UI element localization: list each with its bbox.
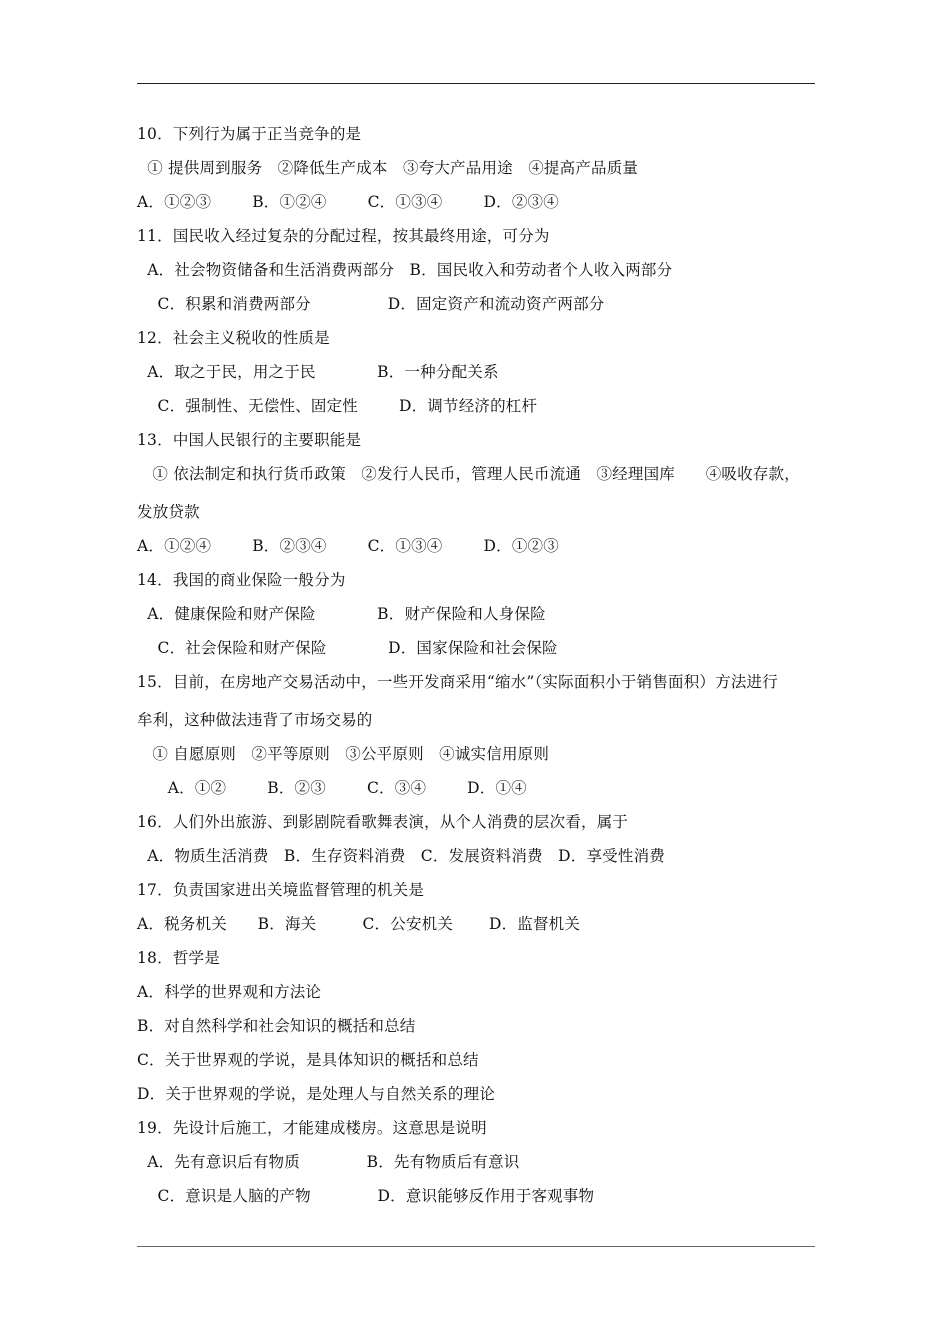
question-19-options-cd: C．意识是人脑的产物 D．意识能够反作用于客观事物 — [137, 1187, 595, 1205]
question-17: 17．负责国家进出关境监督管理的机关是 — [137, 881, 425, 899]
question-11-options-ab: A．社会物资储备和生活消费两部分 B．国民收入和劳动者个人收入两部分 — [137, 261, 673, 279]
question-14-options-cd: C．社会保险和财产保险 D．国家保险和社会保险 — [137, 639, 558, 657]
question-15-cont: 牟利，这种做法违背了市场交易的 — [137, 711, 373, 729]
question-15-options: A．①② B．②③ C．③④ D．①④ — [137, 779, 527, 797]
question-18-option-a: A．科学的世界观和方法论 — [137, 983, 322, 1001]
question-15-statements: ① 自愿原则 ②平等原则 ③公平原则 ④诚实信用原则 — [137, 745, 550, 763]
question-11: 11．国民收入经过复杂的分配过程，按其最终用途，可分为 — [137, 227, 550, 245]
question-18-option-c: C．关于世界观的学说，是具体知识的概括和总结 — [137, 1051, 479, 1069]
question-12-options-ab: A．取之于民，用之于民 B．一种分配关系 — [137, 363, 499, 381]
question-16-options: A．物质生活消费 B．生存资料消费 C．发展资料消费 D．享受性消费 — [137, 847, 665, 865]
question-19: 19．先设计后施工，才能建成楼房。这意思是说明 — [137, 1119, 487, 1137]
question-14-options-ab: A．健康保险和财产保险 B．财产保险和人身保险 — [137, 605, 546, 623]
question-10-options: A．①②③ B．①②④ C．①③④ D．②③④ — [137, 193, 559, 211]
question-12: 12．社会主义税收的性质是 — [137, 329, 330, 347]
question-10: 10．下列行为属于正当竞争的是 — [137, 125, 362, 143]
header-rule — [137, 83, 815, 84]
question-17-options: A．税务机关 B．海关 C．公安机关 D．监督机关 — [137, 915, 581, 933]
question-16: 16．人们外出旅游、到影剧院看歌舞表演，从个人消费的层次看，属于 — [137, 813, 629, 831]
question-18-option-d: D．关于世界观的学说，是处理人与自然关系的理论 — [137, 1085, 496, 1103]
question-15: 15．目前，在房地产交易活动中，一些开发商采用“缩水”（实际面积小于销售面积）方法进行 — [137, 673, 778, 691]
question-11-options-cd: C．积累和消费两部分 D．固定资产和流动资产两部分 — [137, 295, 605, 313]
exam-content — [137, 122, 827, 1218]
question-18: 18．哲学是 — [137, 949, 220, 967]
footer-rule — [137, 1246, 815, 1247]
question-13: 13．中国人民银行的主要职能是 — [137, 431, 362, 449]
question-18-option-b: B．对自然科学和社会知识的概括和总结 — [137, 1017, 416, 1035]
question-13-statements: ① 依法制定和执行货币政策 ②发行人民币，管理人民币流通 ③经理国库 ④吸收存款， — [137, 465, 800, 483]
question-12-options-cd: C．强制性、无偿性、固定性 D．调节经济的杠杆 — [137, 397, 538, 415]
question-13-statements-cont: 发放贷款 — [137, 503, 200, 521]
question-10-statements: ① 提供周到服务 ②降低生产成本 ③夸大产品用途 ④提高产品质量 — [137, 159, 639, 177]
question-19-options-ab: A．先有意识后有物质 B．先有物质后有意识 — [137, 1153, 520, 1171]
question-13-options: A．①②④ B．②③④ C．①③④ D．①②③ — [137, 537, 559, 555]
question-14: 14．我国的商业保险一般分为 — [137, 571, 346, 589]
